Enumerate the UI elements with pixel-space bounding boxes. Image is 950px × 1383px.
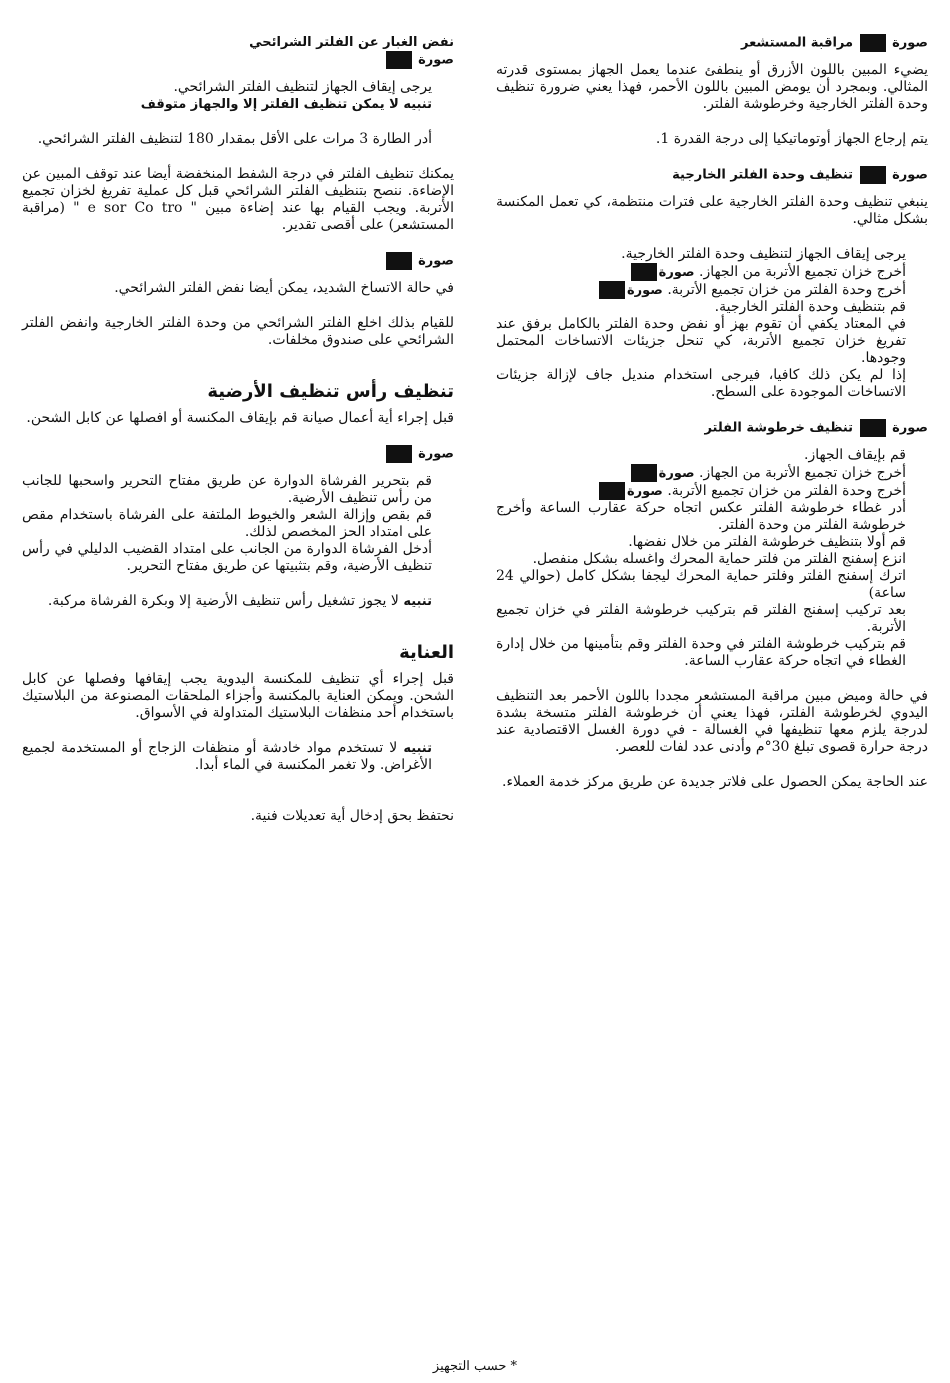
step: أخرج خزان تجميع الأتربة من الجهاز. صورة	[496, 464, 906, 482]
step: يرجى إيقاف الجهاز لتنظيف وحدة الفلتر الخارجية.	[621, 246, 906, 262]
warning-label: تنبيه	[403, 741, 432, 756]
figure-number-box	[860, 419, 886, 437]
cartridge-title: تنظيف خرطوشة الفلتر	[704, 420, 854, 436]
step: بعد تركيب إسفنج الفلتر قم بتركيب خرطوشة الفلتر في خزان تجميع الأتربة.	[496, 602, 906, 635]
step: أخرج وحدة الفلتر من خزان تجميع الأتربة. صورة	[496, 281, 906, 299]
fig-label: صورة	[892, 167, 928, 183]
floor-step: أدخل الفرشاة الدوارة من الجانب على امتداد القضيب الدليلي في رأس تنظيف الأرضية، وقم بتثبيتها عن طريق مفتاح التحرير.	[22, 541, 432, 574]
dust-step: يرجى إيقاف الجهاز لتنظيف الفلتر الشرائحي.	[173, 79, 432, 95]
right-column	[496, 34, 928, 791]
warning-text: لا يمكن تنظيف الفلتر إلا والجهاز متوقف	[140, 97, 399, 112]
monitor-heading	[496, 34, 928, 52]
step: قم بإيقاف الجهاز.	[804, 447, 906, 463]
floor-fig: صورة	[22, 445, 454, 463]
warning-label: تنبيه	[403, 97, 432, 112]
fig-label: صورة	[892, 420, 928, 436]
step: قم بتركيب خرطوشة الفلتر في وحدة الفلتر وقم بتأمينها من خلال إدارة الغطاء في اتجاه حركة عقارب الساعة.	[496, 636, 906, 669]
outer-filter-intro: ينبغي تنظيف وحدة الفلتر الخارجية على فترات منتظمة، كي تعمل المكنسة بشكل مثالي.	[496, 194, 928, 227]
step: في المعتاد يكفي أن تقوم بهز أو نفض وحدة الفلتر بالكامل برفق عند تفريغ خزان تجميع الأتربة، كي تنحل جزيئات الاتساخات المحتمل وجودها.	[496, 316, 906, 366]
figure-number-box	[386, 252, 412, 270]
step: أخرج وحدة الفلتر من خزان تجميع الأتربة. صورة	[496, 482, 906, 500]
blink-paragraph: في حالة وميض مبين مراقبة المستشعر مجددا باللون الأحمر بعد التنظيف اليدوي لخرطوشة الفلتر، فهذا يعني أن خرطوشة الفلتر متسخة بشدة لدرجة يلزم معها تنظيفها في الغسالة - في دورة الغسل الاقتصادية عند درجة حرارة قصوى تبلغ 30°م وأدنى عدد لفات للعصر.	[496, 688, 928, 755]
equipment-footnote: * حسب التجهيز	[432, 1359, 518, 1374]
floor-intro: قبل إجراء أية أعمال صيانة قم بإيقاف المكنسة أو افصلها عن كابل الشحن.	[26, 410, 454, 426]
step: أدر غطاء خرطوشة الفلتر عكس اتجاه حركة عقارب الساعة وأخرج خرطوشة الفلتر من وحدة الفلتر.	[496, 500, 906, 533]
floor-head-title: تنظيف رأس تنظيف الأرضية	[207, 381, 454, 402]
step: أخرج خزان تجميع الأتربة من الجهاز. صورة	[496, 263, 906, 281]
step: قم أولا بتنظيف خرطوشة الفلتر من خلال نفضها.	[628, 534, 906, 550]
outer-filter-steps	[496, 246, 906, 401]
figure-number-box	[860, 166, 886, 184]
warning-label: تنبيه	[403, 594, 432, 609]
dust-step: أدر الطارة 3 مرات على الأقل بمقدار 180 لتنظيف الفلتر الشرائحي.	[37, 131, 432, 147]
floor-step: قم بقص وإزالة الشعر والخيوط الملتفة على الفرشاة باستخدام مقص على امتداد الحز المخصص لذلك.	[22, 507, 432, 540]
monitor-paragraph: يضيء المبين باللون الأزرق أو ينطفئ عندما يعمل الجهاز بمستوى قدرته المثالي. وبمجرد أن يومض المبين باللون الأحمر، فهذا يعني ضرورة تنظيف وحدة الفلتر الخارجية وخرطوشة الفلتر.	[496, 62, 928, 112]
service-paragraph: عند الحاجة يمكن الحصول على فلاتر جديدة عن طريق مركز خدمة العملاء.	[502, 774, 928, 790]
care-warning	[22, 740, 432, 774]
warning-text: لا تستخدم مواد خادشة أو منظفات الزجاج أو المستخدمة لجميع الأغراض. ولا تغمر المكنسة في الماء أبدا.	[22, 740, 432, 773]
dust-title: نفض الغبار عن الفلتر الشرائحي	[249, 35, 454, 50]
step: إذا لم يكن ذلك كافيا، فيرجى استخدام منديل جاف لإزالة جزيئات الاتساخات الموجودة على السطح.	[496, 367, 906, 400]
left-column	[22, 34, 454, 825]
care-title: العناية	[399, 642, 454, 663]
dust-paragraph: في حالة الاتساخ الشديد، يمكن أيضا نفض الفلتر الشرائحي.	[114, 280, 454, 296]
dust-paragraph: يمكنك تنظيف الفلتر في درجة الشفط المنخفضة أيضا عند توقف المبين عن الإضاءة. ننصح بتنظيف الفلتر الشرائحي قبل كل عملية تفريغ لخزان تجميع الأتربة. ويجب القيام بها عند إضاءة مبين " e sor Co tro " (مراقبة المستشعر) على أقصى تقدير.	[22, 166, 454, 233]
figure-number-box	[860, 34, 886, 52]
figure-number-box	[631, 263, 657, 281]
monitor-title: مراقبة المستشعر	[741, 35, 854, 51]
figure-number-box	[599, 482, 625, 500]
dust-fig: صورة	[22, 51, 454, 69]
fig-label: صورة	[892, 35, 928, 51]
cartridge-heading	[496, 419, 928, 437]
figure-number-box	[386, 445, 412, 463]
step: اترك إسفنج الفلتر وفلتر حماية المحرك ليجفا بشكل كامل (حوالي 24 ساعة)	[496, 568, 906, 601]
dust-fig-2: صورة	[22, 252, 454, 270]
floor-step: قم بتحرير الفرشاة الدوارة عن طريق مفتاح التحرير واسحبها للجانب من رأس تنظيف الأرضية.	[22, 473, 432, 506]
outer-filter-title: تنظيف وحدة الفلتر الخارجية	[672, 167, 854, 183]
dust-paragraph: للقيام بذلك اخلع الفلتر الشرائحي من وحدة الفلتر الخارجية وانفض الفلتر الشرائحي على صندوق مخلفات.	[22, 315, 454, 348]
warning-text: لا يجوز تشغيل رأس تنظيف الأرضية إلا وبكرة الفرشاة مركبة.	[47, 593, 399, 609]
figure-number-box	[631, 464, 657, 482]
step: قم بتنظيف وحدة الفلتر الخارجية.	[714, 299, 906, 315]
care-paragraph: قبل إجراء أي تنظيف للمكنسة اليدوية يجب إيقافها وفصلها عن كابل الشحن. ويمكن العناية بالمكنسة وأجزاء الملحقات المصنوعة من البلاستيك باستخدام أحد منظفات البلاستيك المتداولة في الأسواق.	[22, 671, 454, 721]
rights-note: نحتفظ بحق إدخال أية تعديلات فنية.	[250, 808, 454, 824]
floor-warning	[22, 593, 432, 610]
figure-number-box	[386, 51, 412, 69]
figure-number-box	[599, 281, 625, 299]
cartridge-steps	[496, 447, 906, 670]
monitor-reset-paragraph: يتم إرجاع الجهاز أوتوماتيكيا إلى درجة القدرة 1.	[655, 131, 928, 147]
step: انزع إسفنج الفلتر من فلتر حماية المحرك واغسله بشكل منفصل.	[532, 551, 906, 567]
dust-warning	[22, 96, 432, 113]
outer-filter-heading	[496, 166, 928, 184]
